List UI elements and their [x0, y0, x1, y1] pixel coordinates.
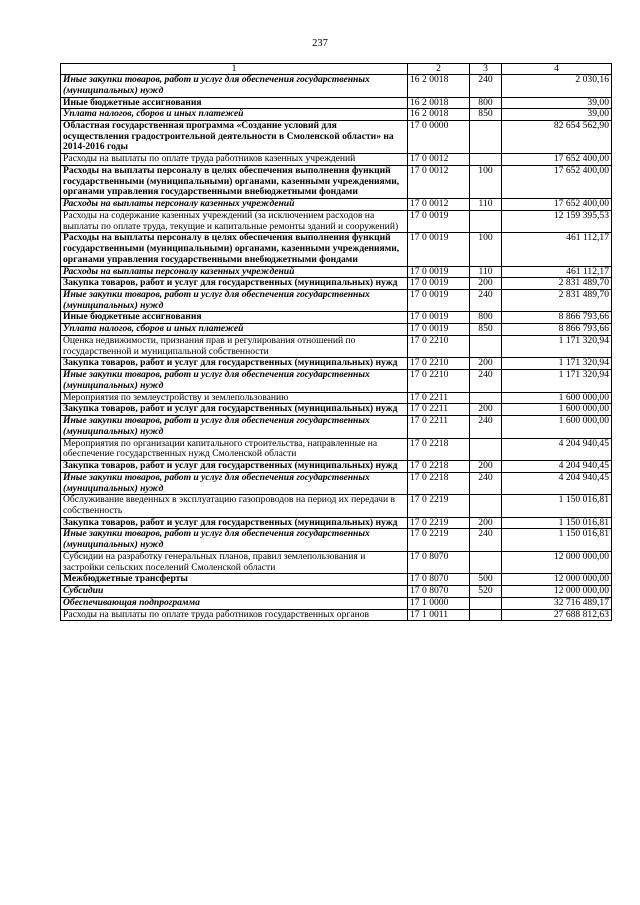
target-code: 17 0 0019 [408, 324, 470, 336]
table-row [61, 290, 612, 312]
expense-name: Закупка товаров, работ и услуг для государственных (муниципальных) нужд [61, 517, 408, 529]
target-code: 17 0 2219 [408, 529, 470, 551]
target-code: 17 0 0019 [408, 278, 470, 290]
expense-name: Межбюджетные трансферты [61, 574, 408, 586]
expense-type-code: 200 [470, 404, 502, 416]
expense-name: Расходы на выплаты персоналу в целях обеспечения выполнения функций государственными (муниципальными) органами, казенными учреждениями, органами управления государственными внебюджетными фондами [61, 165, 408, 198]
table-row [61, 551, 612, 573]
expense-type-code [470, 597, 502, 609]
expense-name: Областная государственная программа «Создание условий для осуществления градостроительной деятельности в Смоленской области» на 2014-2016 годы [61, 121, 408, 154]
amount: 27 688 812,63 [502, 609, 612, 621]
target-code: 17 0 2210 [408, 358, 470, 370]
amount: 17 652 400,00 [502, 154, 612, 166]
expense-name: Субсидии на разработку генеральных планов, правил землепользования и застройки сельских поселений Смоленской области [61, 551, 408, 573]
expense-type-code [470, 551, 502, 573]
header-cell: 3 [470, 64, 502, 75]
amount: 17 652 400,00 [502, 165, 612, 198]
amount: 4 204 940,45 [502, 438, 612, 460]
expense-name: Мероприятия по землеустройству и землепользованию [61, 392, 408, 404]
table-row [61, 199, 612, 211]
expense-type-code [470, 392, 502, 404]
table-row [61, 358, 612, 370]
amount: 8 866 793,66 [502, 324, 612, 336]
expense-type-code: 240 [470, 290, 502, 312]
target-code: 17 0 0012 [408, 165, 470, 198]
target-code: 17 1 0000 [408, 597, 470, 609]
table-row [61, 233, 612, 266]
target-code: 17 0 2218 [408, 472, 470, 494]
amount: 2 831 489,70 [502, 290, 612, 312]
target-code: 17 0 0019 [408, 290, 470, 312]
target-code: 17 0 2219 [408, 495, 470, 517]
expense-name: Мероприятия по организации капитального строительства, направленные на обеспечение государственных нужд Смоленской области [61, 438, 408, 460]
table-row [61, 472, 612, 494]
table-row [61, 416, 612, 438]
amount: 461 112,17 [502, 233, 612, 266]
amount: 1 150 016,81 [502, 529, 612, 551]
target-code: 17 0 0019 [408, 266, 470, 278]
amount: 2 831 489,70 [502, 278, 612, 290]
target-code: 17 0 0019 [408, 233, 470, 266]
table-row [61, 97, 612, 109]
table-row [61, 438, 612, 460]
expense-name: Обслуживание введенных в эксплуатацию газопроводов на период их передачи в собственность [61, 495, 408, 517]
amount: 1 150 016,81 [502, 495, 612, 517]
target-code: 17 0 0019 [408, 312, 470, 324]
target-code: 17 0 2210 [408, 370, 470, 392]
expense-name: Иные закупки товаров, работ и услуг для обеспечения государственных (муниципальных) нужд [61, 290, 408, 312]
expense-type-code: 100 [470, 165, 502, 198]
table-header-row [61, 64, 612, 75]
target-code: 17 1 0011 [408, 609, 470, 621]
table-row [61, 335, 612, 357]
expense-type-code: 520 [470, 586, 502, 598]
target-code: 16 2 0018 [408, 109, 470, 121]
expense-name: Иные закупки товаров, работ и услуг для обеспечения государственных (муниципальных) нужд [61, 75, 408, 97]
expense-name: Иные бюджетные ассигнования [61, 312, 408, 324]
amount: 1 600 000,00 [502, 416, 612, 438]
amount: 8 866 793,66 [502, 312, 612, 324]
amount: 82 654 562,90 [502, 121, 612, 154]
amount: 1 171 320,94 [502, 358, 612, 370]
table-row [61, 165, 612, 198]
expense-type-code: 800 [470, 312, 502, 324]
amount: 32 716 489,17 [502, 597, 612, 609]
expense-name: Иные закупки товаров, работ и услуг для обеспечения государственных (муниципальных) нужд [61, 416, 408, 438]
amount: 39,00 [502, 109, 612, 121]
expense-name: Закупка товаров, работ и услуг для государственных (муниципальных) нужд [61, 278, 408, 290]
table-row [61, 266, 612, 278]
target-code: 17 0 8070 [408, 551, 470, 573]
expense-type-code: 240 [470, 370, 502, 392]
header-cell: 2 [408, 64, 470, 75]
table-row [61, 517, 612, 529]
table-row [61, 529, 612, 551]
amount: 1 150 016,81 [502, 517, 612, 529]
table-row [61, 586, 612, 598]
amount: 12 159 395,53 [502, 210, 612, 232]
expense-type-code: 200 [470, 278, 502, 290]
amount: 2 030,16 [502, 75, 612, 97]
header-cell: 4 [502, 64, 612, 75]
amount: 461 112,17 [502, 266, 612, 278]
amount: 4 204 940,45 [502, 472, 612, 494]
amount: 39,00 [502, 97, 612, 109]
expense-type-code [470, 495, 502, 517]
table-row [61, 109, 612, 121]
page-number: 237 [312, 38, 328, 49]
expense-type-code [470, 121, 502, 154]
expense-name: Уплата налогов, сборов и иных платежей [61, 324, 408, 336]
table-row [61, 370, 612, 392]
table-row [61, 75, 612, 97]
table-row [61, 154, 612, 166]
target-code: 17 0 2218 [408, 461, 470, 473]
expense-type-code: 240 [470, 472, 502, 494]
target-code: 17 0 2211 [408, 392, 470, 404]
target-code: 16 2 0018 [408, 97, 470, 109]
amount: 4 204 940,45 [502, 461, 612, 473]
table-row [61, 392, 612, 404]
table-row [61, 495, 612, 517]
expense-type-code: 850 [470, 324, 502, 336]
expense-name: Обеспечивающая подпрограмма [61, 597, 408, 609]
target-code: 17 0 2210 [408, 335, 470, 357]
table-row [61, 312, 612, 324]
header-cell: 1 [61, 64, 408, 75]
expense-type-code: 110 [470, 199, 502, 211]
table-row [61, 210, 612, 232]
amount: 12 000 000,00 [502, 551, 612, 573]
target-code: 17 0 8070 [408, 574, 470, 586]
expense-type-code: 200 [470, 358, 502, 370]
amount: 12 000 000,00 [502, 586, 612, 598]
expense-name: Закупка товаров, работ и услуг для государственных (муниципальных) нужд [61, 358, 408, 370]
expense-type-code: 240 [470, 529, 502, 551]
expense-type-code: 200 [470, 461, 502, 473]
expense-name: Закупка товаров, работ и услуг для государственных (муниципальных) нужд [61, 404, 408, 416]
table-row [61, 121, 612, 154]
expense-type-code [470, 210, 502, 232]
expense-name: Закупка товаров, работ и услуг для государственных (муниципальных) нужд [61, 461, 408, 473]
amount: 1 600 000,00 [502, 392, 612, 404]
table-row [61, 574, 612, 586]
table-row [61, 461, 612, 473]
expense-name: Уплата налогов, сборов и иных платежей [61, 109, 408, 121]
expense-type-code [470, 335, 502, 357]
expense-name: Иные закупки товаров, работ и услуг для обеспечения государственных (муниципальных) нужд [61, 529, 408, 551]
expense-name: Расходы на выплаты персоналу в целях обеспечения выполнения функций государственными (муниципальными) органами, казенными учреждениями, органами управления государственными внебюджетными фондами [61, 233, 408, 266]
target-code: 17 0 2211 [408, 416, 470, 438]
table-row [61, 597, 612, 609]
target-code: 17 0 2219 [408, 517, 470, 529]
target-code: 17 0 0012 [408, 154, 470, 166]
expense-type-code: 240 [470, 75, 502, 97]
expense-type-code: 200 [470, 517, 502, 529]
target-code: 17 0 0012 [408, 199, 470, 211]
target-code: 17 0 2218 [408, 438, 470, 460]
expense-type-code [470, 609, 502, 621]
target-code: 17 0 0000 [408, 121, 470, 154]
amount: 12 000 000,00 [502, 574, 612, 586]
expense-type-code [470, 154, 502, 166]
expense-name: Расходы на содержание казенных учреждений (за исключением расходов на выплаты по оплате труда, текущие и капитальные ремонты зданий и сооружений) [61, 210, 408, 232]
amount: 1 171 320,94 [502, 370, 612, 392]
budget-table [60, 63, 612, 621]
target-code: 17 0 0019 [408, 210, 470, 232]
amount: 1 171 320,94 [502, 335, 612, 357]
expense-type-code [470, 438, 502, 460]
expense-type-code: 240 [470, 416, 502, 438]
amount: 17 652 400,00 [502, 199, 612, 211]
expense-name: Иные бюджетные ассигнования [61, 97, 408, 109]
target-code: 16 2 0018 [408, 75, 470, 97]
table-row [61, 324, 612, 336]
expense-type-code: 110 [470, 266, 502, 278]
table-row [61, 404, 612, 416]
expense-name: Расходы на выплаты персоналу казенных учреждений [61, 199, 408, 211]
expense-name: Иные закупки товаров, работ и услуг для обеспечения государственных (муниципальных) нужд [61, 472, 408, 494]
target-code: 17 0 8070 [408, 586, 470, 598]
expense-name: Расходы на выплаты по оплате труда работников государственных органов [61, 609, 408, 621]
expense-type-code: 800 [470, 97, 502, 109]
table-row [61, 278, 612, 290]
expense-name: Иные закупки товаров, работ и услуг для обеспечения государственных (муниципальных) нужд [61, 370, 408, 392]
expense-name: Субсидии [61, 586, 408, 598]
expense-type-code: 500 [470, 574, 502, 586]
expense-type-code: 100 [470, 233, 502, 266]
expense-name: Расходы на выплаты персоналу казенных учреждений [61, 266, 408, 278]
table-row [61, 609, 612, 621]
target-code: 17 0 2211 [408, 404, 470, 416]
amount: 1 600 000,00 [502, 404, 612, 416]
expense-name: Оценка недвижимости, признания прав и регулирования отношений по государственной и муниципальной собственности [61, 335, 408, 357]
expense-name: Расходы на выплаты по оплате труда работников казенных учреждений [61, 154, 408, 166]
expense-type-code: 850 [470, 109, 502, 121]
